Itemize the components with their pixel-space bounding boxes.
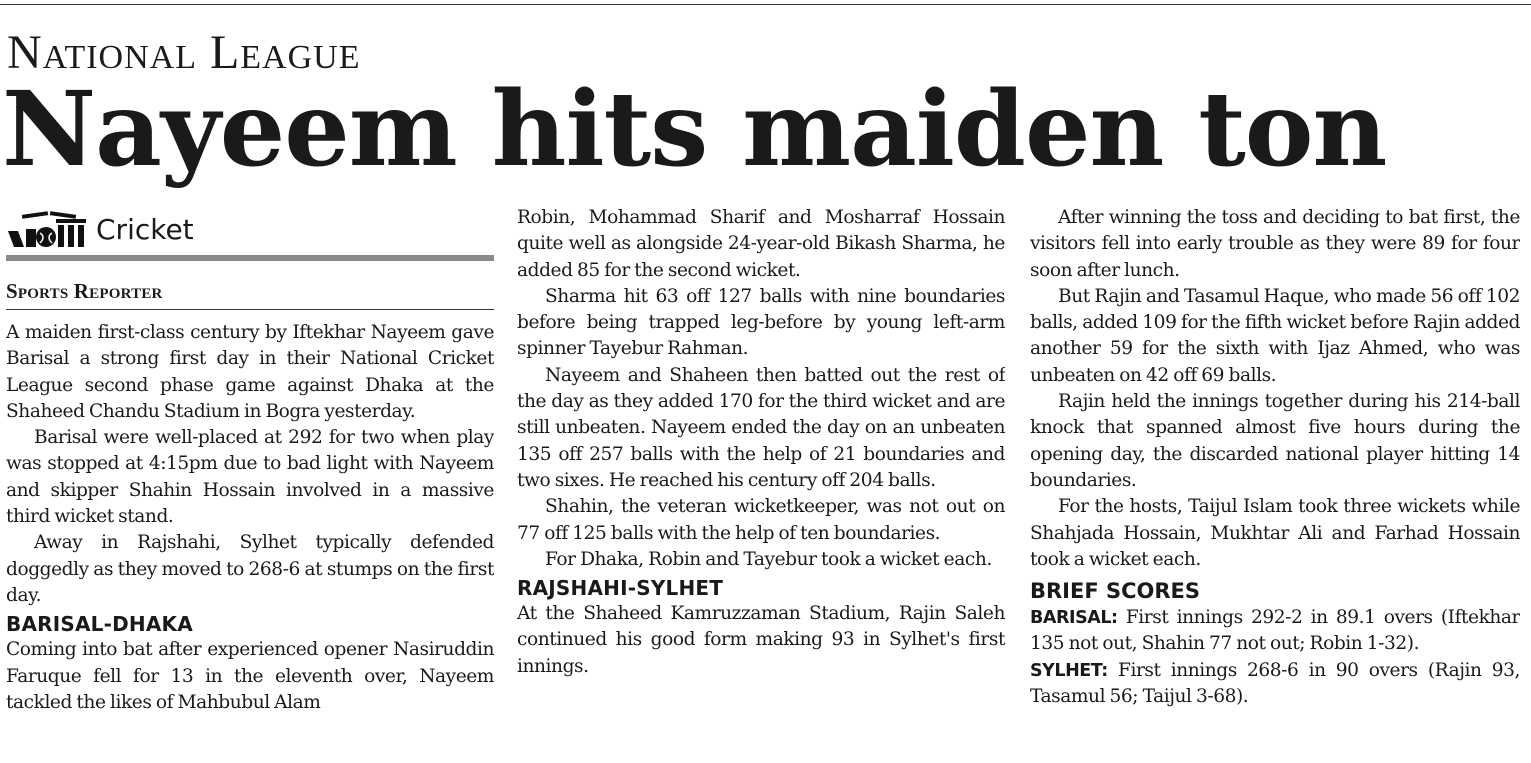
score-team: BARISAL: xyxy=(1030,608,1118,629)
subhead-rajshahi-sylhet: RAJSHAHI-SYLHET xyxy=(517,576,724,601)
paragraph-continued: Robin, Mohammad Sharif and Mosharraf Hossain quite well as alongside 24-year-old Bikash Sharma, he added 85 for the second wicket. xyxy=(517,207,1005,281)
score-line xyxy=(1030,605,1520,658)
paragraph: Coming into bat after experienced opener Nasiruddin Faruque fell for 13 in the eleventh over, Nayeem tackled the likes of Mahbubul Alam xyxy=(6,639,494,713)
paragraph: Barisal were well-placed at 292 for two when play was stopped at 4:15pm due to bad light with Nayeem and skipper Shahin Hossain involved in a massive third wicket stand. xyxy=(6,427,494,528)
byline-rule xyxy=(6,309,494,310)
column-3 xyxy=(1030,205,1520,763)
top-rule xyxy=(0,4,1531,5)
paragraph: Shahin, the veteran wicketkeeper, was not out on 77 off 125 balls with the help of ten boundaries. xyxy=(517,496,1005,544)
paragraph: But Rajin and Tasamul Haque, who made 56 off 102 balls, added 109 for the fifth wicket before Rajin added another 59 for the sixth with Ijaz Ahmed, who was unbeaten on 42 off 69 balls. xyxy=(1030,285,1520,386)
paragraph: Nayeem and Shaheen then batted out the rest of the day as they added 170 for the third wicket and are still unbeaten. Nayeem ended the day on an unbeaten 135 off 257 balls with the help of 21 boundaries and two sixes. He reached his century off 204 balls. xyxy=(517,364,1005,491)
column-2 xyxy=(517,205,1005,763)
brief-scores-title: BRIEF SCORES xyxy=(1030,579,1201,604)
paragraph: A maiden first-class century by Iftekhar Nayeem gave Barisal a strong first day in their National Cricket League second phase game against Dhaka at the Shaheed Chandu Stadium in Bogra yesterday. xyxy=(6,322,494,422)
headline: Nayeem hits maiden ton xyxy=(2,69,1387,190)
byline: Sports Reporter xyxy=(6,279,163,303)
paragraph: For the hosts, Taijul Islam took three wickets while Shahjada Hossain, Mukhtar Ali and Farhad Hossain took a wicket each. xyxy=(1030,496,1520,570)
section-logo xyxy=(6,205,494,255)
paragraph: Sharma hit 63 off 127 balls with nine boundaries before being trapped leg-before by young left-arm spinner Tayebur Rahman. xyxy=(517,285,1005,360)
column-1 xyxy=(6,205,494,763)
score-line xyxy=(1030,658,1520,711)
paragraph: After winning the toss and deciding to bat first, the visitors fell into early trouble as they were 89 for four soon after lunch. xyxy=(1030,207,1520,281)
cricket-logo-icon xyxy=(6,207,92,249)
section-label: Cricket xyxy=(96,213,194,246)
score-text: First innings 268-6 in 90 overs (Rajin 93, Tasamul 56; Taijul 3-68). xyxy=(1030,659,1520,708)
paragraph: At the Shaheed Kamruzzaman Stadium, Rajin Saleh continued his good form making 93 in Sylhet's first innings. xyxy=(517,603,1005,677)
score-text: First innings 292-2 in 89.1 overs (Iftekhar 135 not out, Shahin 77 not out; Robin 1-32). xyxy=(1030,607,1520,655)
score-team: SYLHET: xyxy=(1030,660,1108,681)
paragraph: Away in Rajshahi, Sylhet typically defended doggedly as they moved to 268-6 at stumps on the first day. xyxy=(6,532,494,606)
kicker: National League xyxy=(7,26,361,79)
paragraph: Rajin held the innings together during his 214-ball knock that spanned almost five hours during the opening day, the discarded national player hitting 14 boundaries. xyxy=(1030,391,1520,491)
paragraph: For Dhaka, Robin and Tayebur took a wicket each. xyxy=(545,548,992,570)
subhead-barisal-dhaka: BARISAL-DHAKA xyxy=(6,612,193,637)
section-bar xyxy=(6,255,494,261)
